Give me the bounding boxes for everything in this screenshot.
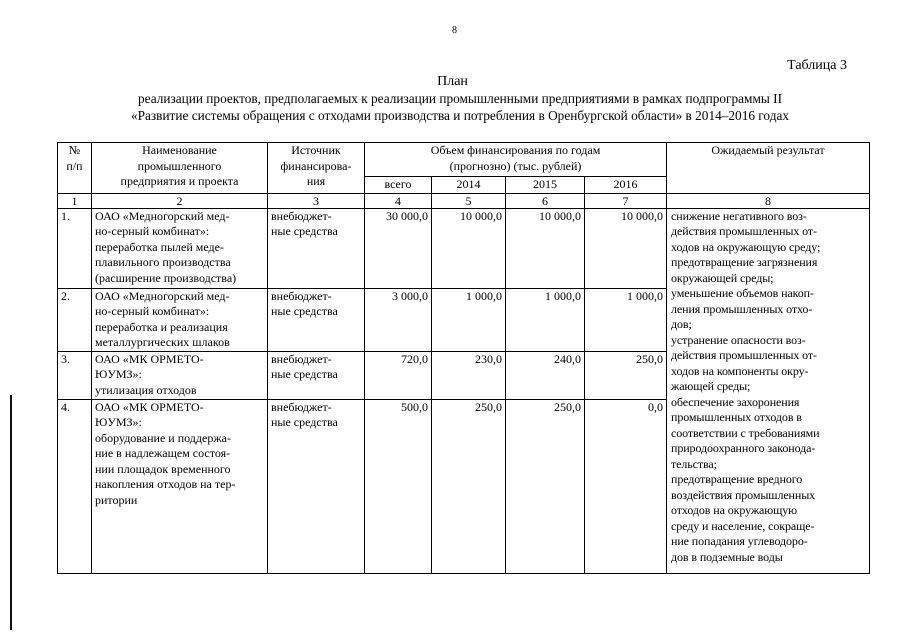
enterprise-project: ОАО «Медногорский мед- но-серный комбинат»: переработка пылей меде- плавильного производства (расширение производства) <box>92 208 268 288</box>
scan-edge-mark <box>10 395 12 630</box>
column-index: 2 <box>92 193 268 208</box>
header-year-2015: 2015 <box>506 177 585 194</box>
amount-2015: 250,0 <box>506 399 585 573</box>
table-row <box>58 208 870 288</box>
enterprise-project: ОАО «МК ОРМЕТО- ЮУМЗ»: утилизация отходов <box>92 351 268 399</box>
subtitle-line: «Развитие системы обращения с отходами производства и потребления в Оренбургской области» в 2014–2016 годах <box>130 108 790 123</box>
header-source: Источник финансирова- ния <box>268 143 365 194</box>
amount-2015: 1 000,0 <box>506 288 585 351</box>
amount-2015: 10 000,0 <box>506 208 585 288</box>
header-name: Наименование промышленного предприятия и проекта <box>92 143 268 194</box>
amount-2014: 230,0 <box>432 351 506 399</box>
expected-result: снижение негативного воз- действия промышленных от- ходов на окружающую среду; предотвращение загрязнения окружающей среды; уменьшение объемов накоп- ления промышленных отхо- дов; устранение опасности воз- действия промышленных от- ходов на компоненты окру- жающей среды; обеспечение захоронения промышленных отходов в соответствии с требованиями природоохранного законода- тельства; предотвращение вредного воздействия промышленных отходов на окружающую среду и население, сокраще- ние попадания углеводоро- дов в подземные воды <box>667 208 870 573</box>
funding-source: внебюджет- ные средства <box>268 399 365 573</box>
table-label: Таблица 3 <box>787 58 847 73</box>
amount-2015: 240,0 <box>506 351 585 399</box>
column-index: 1 <box>58 193 92 208</box>
column-index: 7 <box>585 193 667 208</box>
amount-2016: 0,0 <box>585 399 667 573</box>
subtitle-line: реализации проектов, предполагаемых к реализации промышленными предприятиями в рамках подпрограммы II <box>138 91 782 106</box>
amount-2014: 250,0 <box>432 399 506 573</box>
column-index: 5 <box>432 193 506 208</box>
amount-total: 500,0 <box>365 399 432 573</box>
amount-2016: 10 000,0 <box>585 208 667 288</box>
column-index: 8 <box>667 193 870 208</box>
document-subtitle <box>60 90 860 124</box>
enterprise-project: ОАО «Медногорский мед- но-серный комбинат»: переработка и реализация металлургических шлаков <box>92 288 268 351</box>
page-number: 8 <box>452 25 457 36</box>
column-index: 4 <box>365 193 432 208</box>
column-index-row <box>58 193 870 208</box>
amount-2014: 10 000,0 <box>432 208 506 288</box>
header-total: всего <box>365 177 432 194</box>
amount-total: 3 000,0 <box>365 288 432 351</box>
header-volume: Объем финансирования по годам (прогнозно) (тыс. рублей) <box>365 143 667 177</box>
document-title: План <box>437 74 468 89</box>
header-row <box>58 143 870 177</box>
amount-2016: 250,0 <box>585 351 667 399</box>
funding-source: внебюджет- ные средства <box>268 288 365 351</box>
row-num: 1. <box>58 208 92 288</box>
funding-source: внебюджет- ные средства <box>268 351 365 399</box>
column-index: 3 <box>268 193 365 208</box>
header-num: № п/п <box>58 143 92 194</box>
amount-total: 30 000,0 <box>365 208 432 288</box>
amount-2014: 1 000,0 <box>432 288 506 351</box>
row-num: 4. <box>58 399 92 573</box>
amount-total: 720,0 <box>365 351 432 399</box>
header-year-2016: 2016 <box>585 177 667 194</box>
row-num: 2. <box>58 288 92 351</box>
column-index: 6 <box>506 193 585 208</box>
enterprise-project: ОАО «МК ОРМЕТО- ЮУМЗ»: оборудование и поддержа- ние в надлежащем состоя- нии площадок временного накопления отходов на тер- ритории <box>92 399 268 573</box>
row-num: 3. <box>58 351 92 399</box>
funding-source: внебюджет- ные средства <box>268 208 365 288</box>
header-result: Ожидаемый результат <box>667 143 870 194</box>
amount-2016: 1 000,0 <box>585 288 667 351</box>
plan-table <box>57 142 870 574</box>
header-year-2014: 2014 <box>432 177 506 194</box>
